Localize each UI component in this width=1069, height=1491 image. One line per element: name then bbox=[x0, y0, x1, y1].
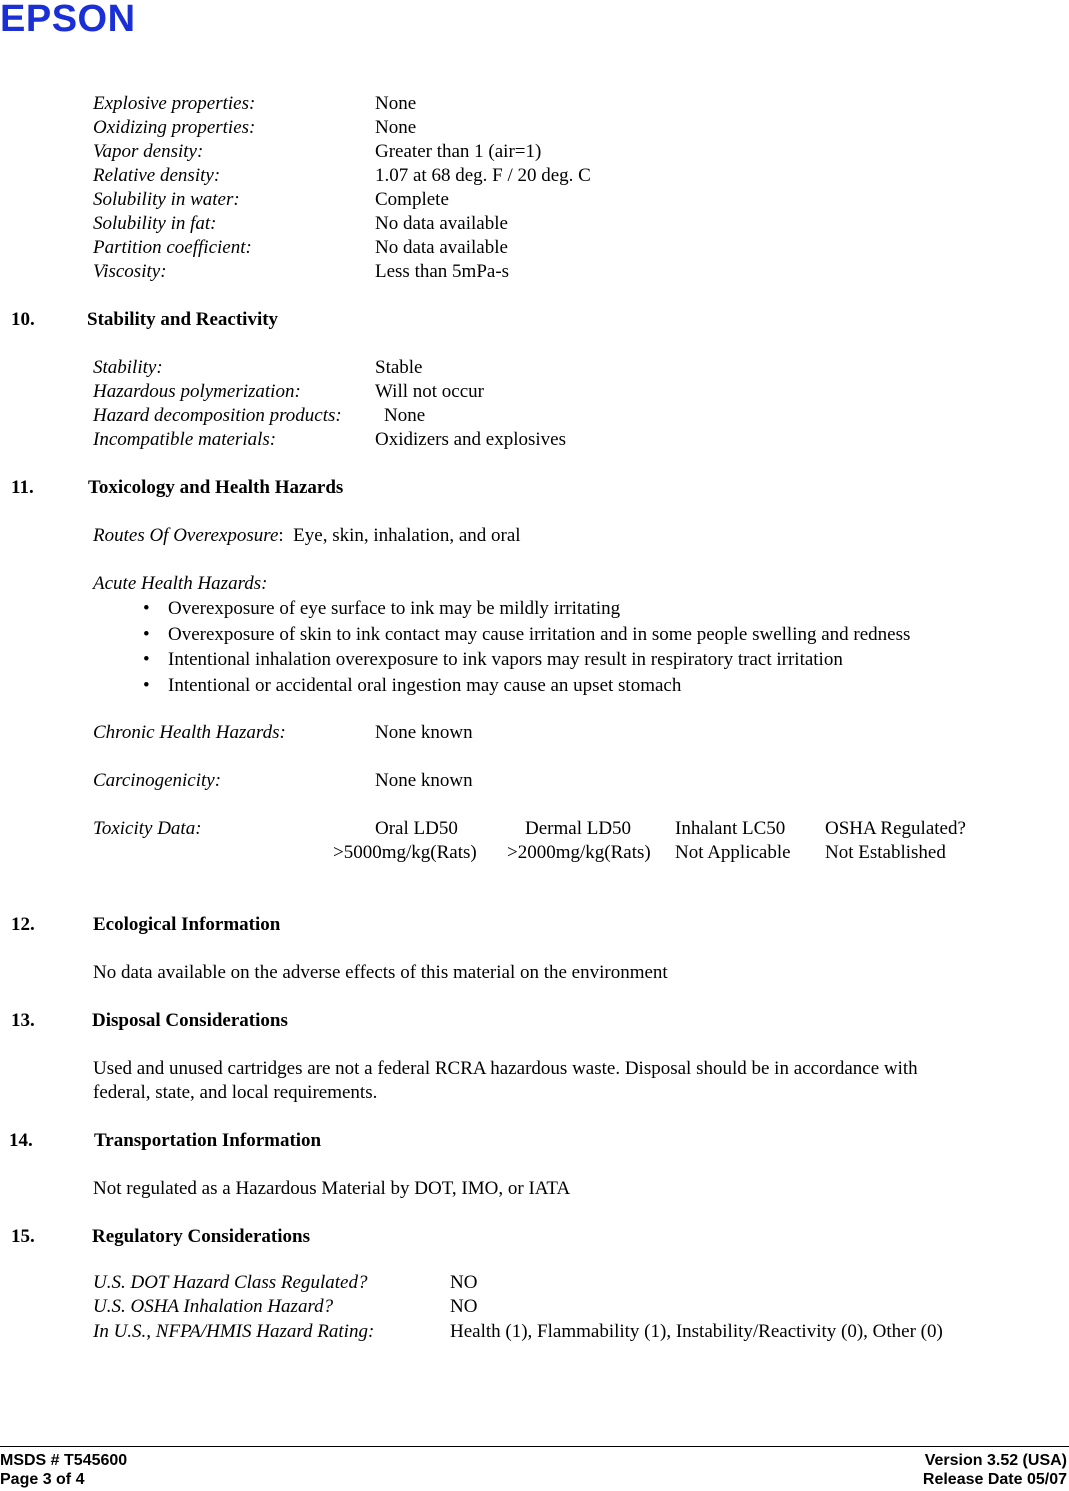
property-value: 1.07 at 68 deg. F / 20 deg. C bbox=[375, 165, 591, 186]
property-label: Solubility in fat: bbox=[93, 213, 217, 234]
footer-page-number: Page 3 of 4 bbox=[0, 1471, 85, 1488]
footer-version: Version 3.52 (USA) bbox=[924, 1452, 1067, 1469]
section-13-title: Disposal Considerations bbox=[92, 1010, 288, 1031]
property-label: Relative density: bbox=[93, 165, 221, 186]
property-label: Partition coefficient: bbox=[93, 237, 252, 258]
property-label: Oxidizing properties: bbox=[93, 117, 256, 138]
property-value: No data available bbox=[375, 237, 508, 258]
bullet-icon: • bbox=[143, 649, 150, 670]
section-11-title: Toxicology and Health Hazards bbox=[88, 477, 344, 498]
section-13-number: 13. bbox=[11, 1010, 35, 1031]
section-14-number: 14. bbox=[9, 1130, 33, 1151]
property-label: Explosive properties: bbox=[93, 93, 256, 114]
property-label: Viscosity: bbox=[93, 261, 167, 282]
property-value: None bbox=[375, 117, 417, 138]
property-value: Less than 5mPa-s bbox=[375, 261, 510, 282]
chronic-value: None known bbox=[375, 722, 473, 743]
acute-hazard-item: Overexposure of eye surface to ink may be mildly irritating bbox=[168, 598, 621, 619]
footer-release-date: Release Date 05/07 bbox=[922, 1471, 1067, 1488]
dot-regulated-value: NO bbox=[450, 1272, 478, 1293]
bullet-icon: • bbox=[143, 624, 150, 645]
property-value: Complete bbox=[375, 189, 449, 210]
toxicity-header: Inhalant LC50 bbox=[675, 818, 786, 839]
osha-inhalation-label: U.S. OSHA Inhalation Hazard? bbox=[93, 1296, 334, 1317]
section-15-number: 15. bbox=[11, 1226, 35, 1247]
decomposition-label: Hazard decomposition products: bbox=[93, 405, 342, 426]
toxicity-header: Dermal LD50 bbox=[525, 818, 632, 839]
epson-logo: EPSON bbox=[0, 0, 136, 40]
stability-label: Stability: bbox=[93, 357, 163, 378]
toxicity-value: >5000mg/kg(Rats) bbox=[333, 842, 477, 863]
osha-inhalation-value: NO bbox=[450, 1296, 478, 1317]
routes-line: Routes Of Overexposure: Eye, skin, inhalation, and oral bbox=[93, 525, 521, 546]
property-label: Vapor density: bbox=[93, 141, 204, 162]
toxicity-header: OSHA Regulated? bbox=[825, 818, 966, 839]
acute-hazard-item: Intentional or accidental oral ingestion may cause an upset stomach bbox=[168, 675, 682, 696]
section-10-title: Stability and Reactivity bbox=[87, 309, 279, 330]
property-value: Greater than 1 (air=1) bbox=[375, 141, 542, 162]
stability-value: Stable bbox=[375, 357, 423, 378]
carcinogenicity-value: None known bbox=[375, 770, 473, 791]
polymerization-value: Will not occur bbox=[375, 381, 484, 402]
toxicity-value: >2000mg/kg(Rats) bbox=[507, 842, 651, 863]
acute-hazard-item: Intentional inhalation overexposure to ink vapors may result in respiratory tract irritation bbox=[168, 649, 843, 670]
incompatible-label: Incompatible materials: bbox=[93, 429, 277, 450]
property-label: Solubility in water: bbox=[93, 189, 240, 210]
ecological-text: No data available on the adverse effects of this material on the environment bbox=[93, 962, 668, 983]
toxicity-header: Oral LD50 bbox=[375, 818, 458, 839]
bullet-icon: • bbox=[143, 675, 150, 696]
acute-hazard-item: Overexposure of skin to ink contact may cause irritation and in some people swelling and redness bbox=[168, 624, 911, 645]
transportation-text: Not regulated as a Hazardous Material by DOT, IMO, or IATA bbox=[93, 1178, 571, 1199]
section-12-number: 12. bbox=[11, 914, 35, 935]
section-10-number: 10. bbox=[11, 309, 35, 330]
section-11-number: 11. bbox=[11, 477, 34, 498]
disposal-text-line-2: federal, state, and local requirements. bbox=[93, 1082, 378, 1103]
property-value: No data available bbox=[375, 213, 508, 234]
footer-rule bbox=[0, 1446, 1069, 1447]
dot-regulated-label: U.S. DOT Hazard Class Regulated? bbox=[93, 1272, 368, 1293]
section-15-title: Regulatory Considerations bbox=[92, 1226, 310, 1247]
hazard-rating-value: Health (1), Flammability (1), Instability/Reactivity (0), Other (0) bbox=[450, 1321, 943, 1342]
hazard-rating-label: In U.S., NFPA/HMIS Hazard Rating: bbox=[93, 1321, 375, 1342]
bullet-icon: • bbox=[143, 598, 150, 619]
carcinogenicity-label: Carcinogenicity: bbox=[93, 770, 222, 791]
decomposition-value: None bbox=[384, 405, 426, 426]
acute-hazards-label: Acute Health Hazards: bbox=[93, 573, 268, 594]
toxicity-value: Not Established bbox=[825, 842, 946, 863]
section-12-title: Ecological Information bbox=[93, 914, 281, 935]
chronic-label: Chronic Health Hazards: bbox=[93, 722, 286, 743]
polymerization-label: Hazardous polymerization: bbox=[93, 381, 301, 402]
incompatible-value: Oxidizers and explosives bbox=[375, 429, 567, 450]
footer-msds-number: MSDS # T545600 bbox=[0, 1452, 128, 1469]
property-value: None bbox=[375, 93, 417, 114]
toxicity-value: Not Applicable bbox=[675, 842, 791, 863]
disposal-text-line-1: Used and unused cartridges are not a federal RCRA hazardous waste. Disposal should be in accordance with bbox=[93, 1058, 918, 1079]
toxicity-label: Toxicity Data: bbox=[93, 818, 202, 839]
section-14-title: Transportation Information bbox=[94, 1130, 322, 1151]
